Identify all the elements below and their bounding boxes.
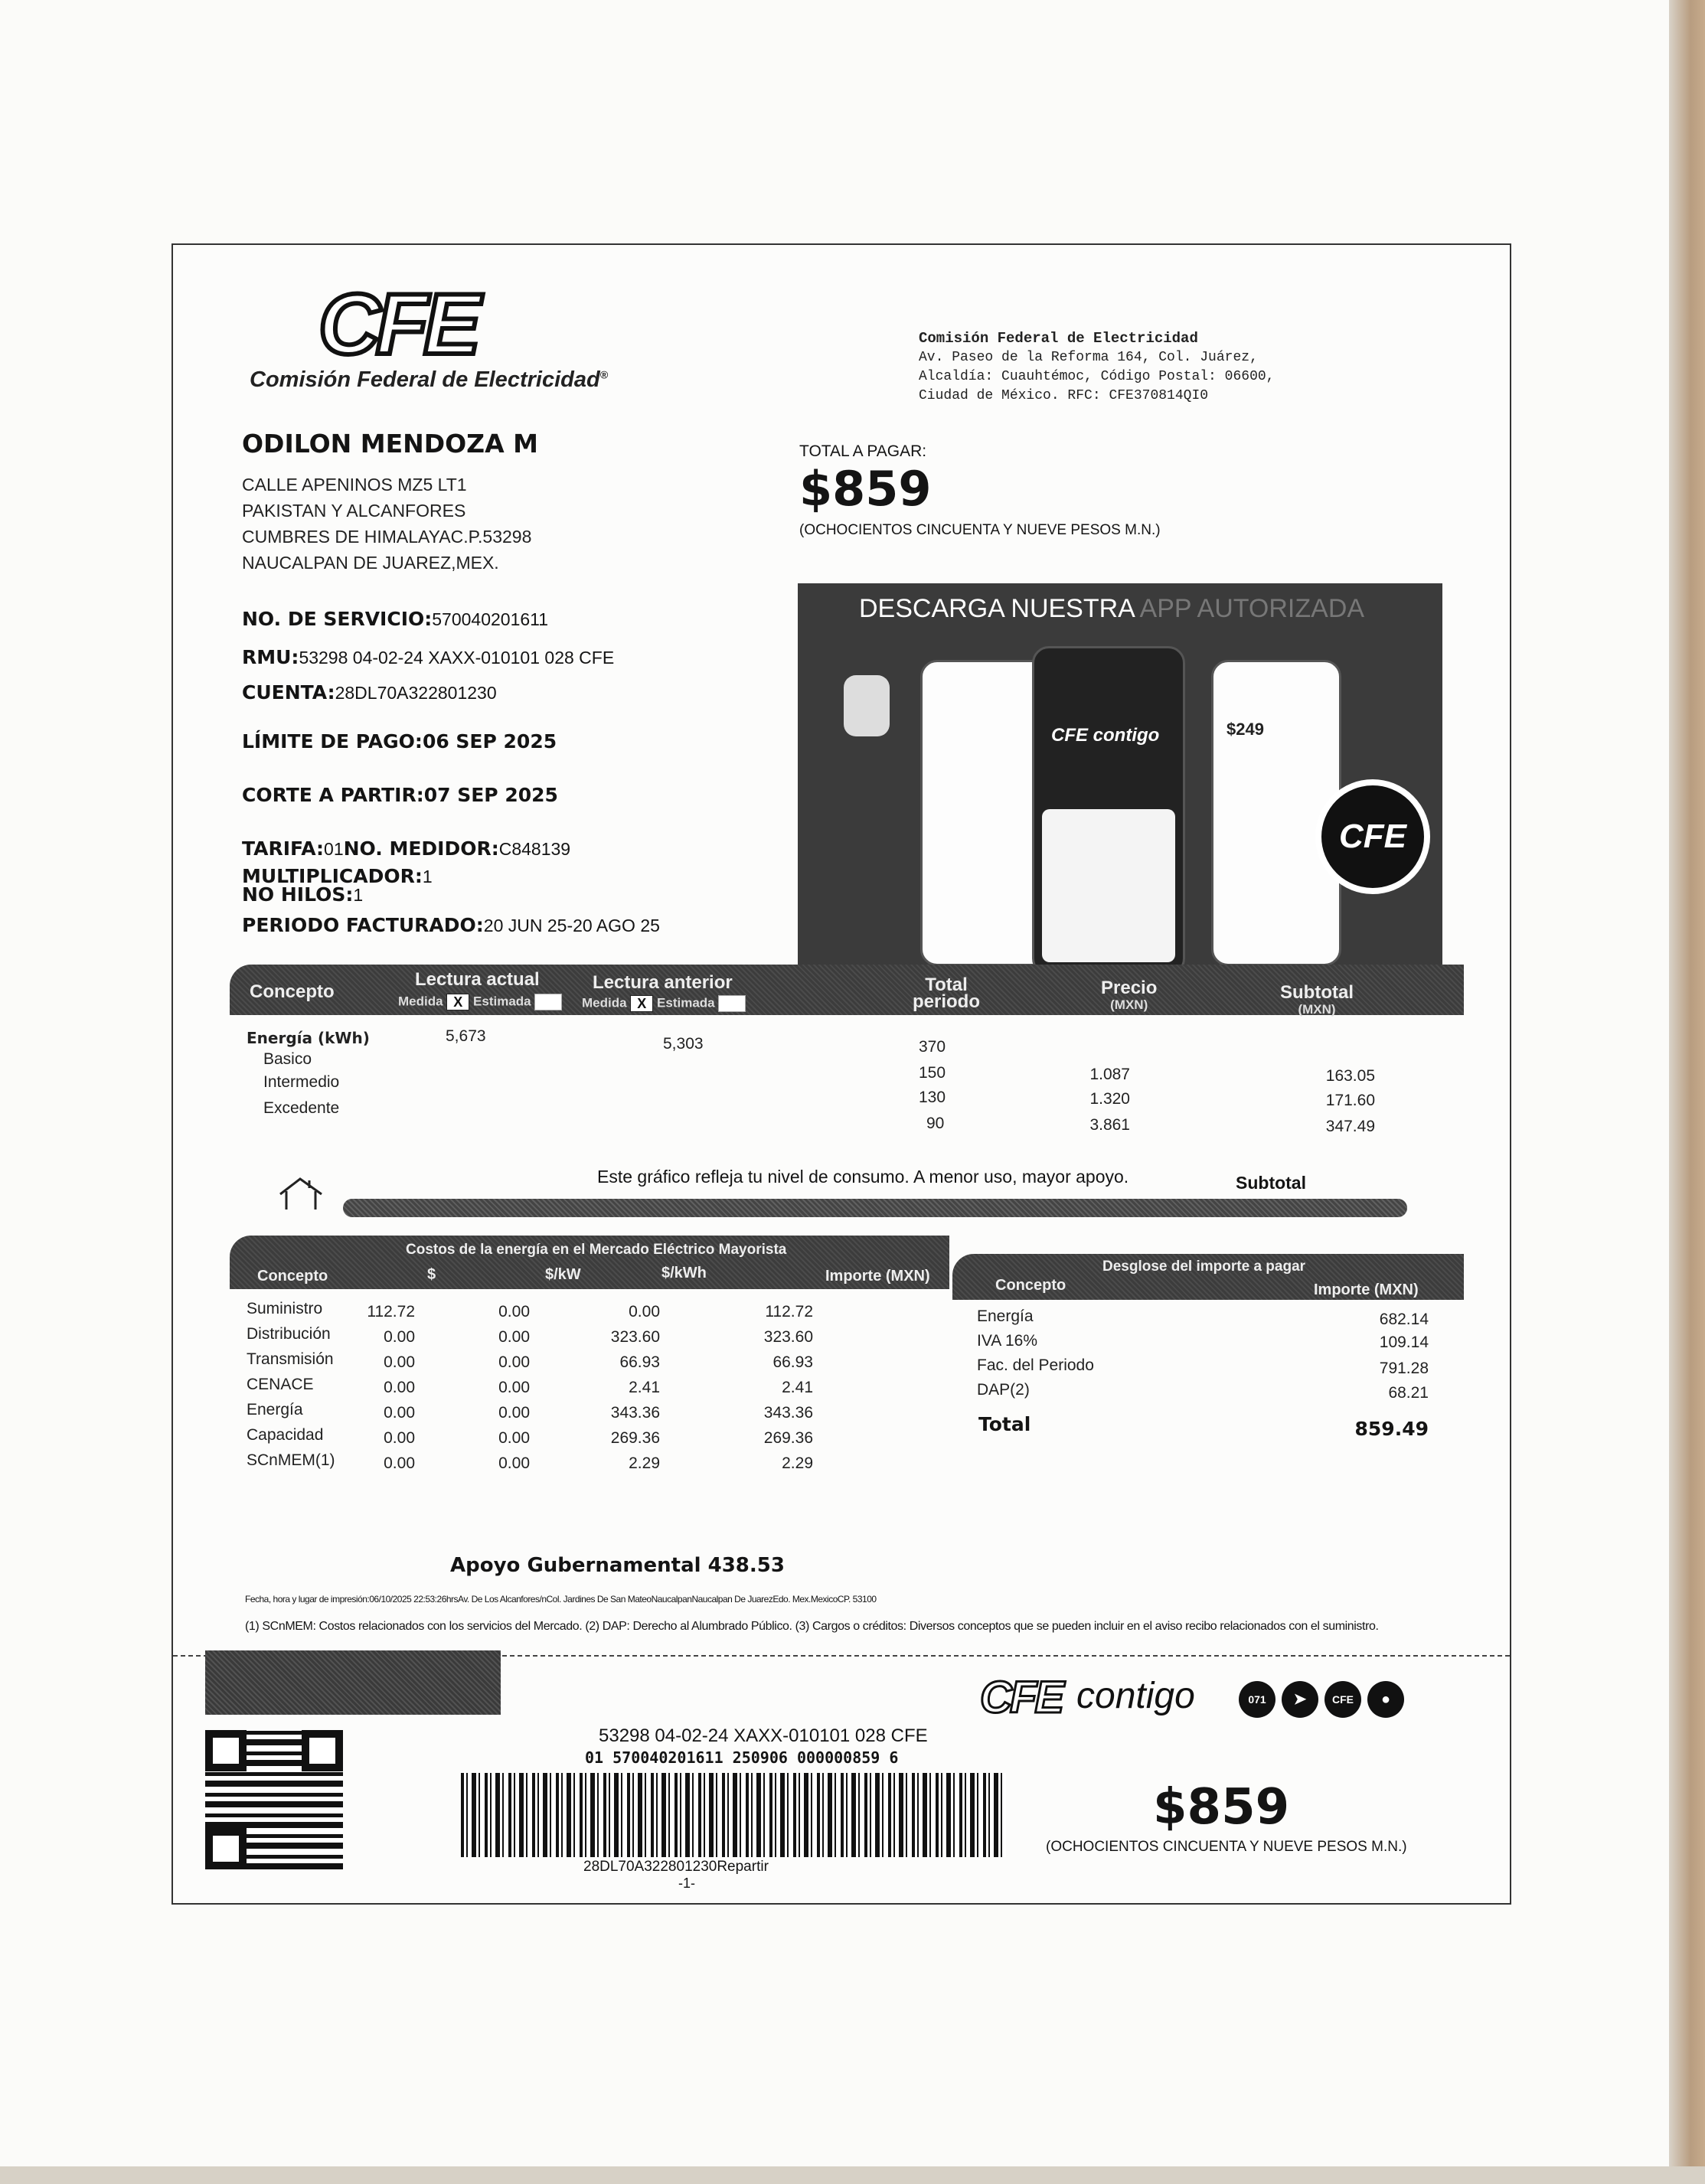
- desglose-importe: 109.14: [1379, 1334, 1429, 1351]
- costos-row-concepto: Capacidad: [247, 1426, 324, 1444]
- desglose-concepto: IVA 16%: [977, 1332, 1037, 1350]
- costos-row-value: 0.00: [498, 1328, 530, 1346]
- costos-row-value: 112.72: [367, 1303, 415, 1321]
- address-line: CUMBRES DE HIMALAYAC.P.53298: [242, 527, 532, 547]
- costos-col: $/kWh: [661, 1265, 707, 1281]
- phone-screen: [1042, 809, 1175, 962]
- row-subtotal: 163.05: [1325, 1067, 1375, 1085]
- address-line: PAKISTAN Y ALCANFORES: [242, 501, 466, 521]
- background-bottom: [0, 2166, 1705, 2184]
- costos-row-value: 2.29: [782, 1454, 813, 1472]
- costos-row-value: 0.00: [498, 1379, 530, 1396]
- costos-row-value: 0.00: [498, 1303, 530, 1321]
- row-concepto: Basico: [263, 1050, 312, 1068]
- social-icons: [1239, 1681, 1404, 1718]
- costos-title: Costos de la energía en el Mercado Eléctrico Mayorista: [406, 1242, 787, 1258]
- costos-row-value: 269.36: [763, 1429, 813, 1447]
- costos-row-value: 0.00: [384, 1353, 415, 1371]
- stub-brand-logo: CFE: [980, 1673, 1062, 1722]
- graph-subtotal-label: Subtotal: [1236, 1173, 1306, 1193]
- row-precio: 1.087: [1089, 1066, 1130, 1083]
- costos-row-concepto: Suministro: [247, 1300, 323, 1317]
- desglose-importe: 682.14: [1379, 1311, 1429, 1328]
- costos-row-value: 0.00: [498, 1353, 530, 1371]
- costos-col: $/kW: [545, 1266, 581, 1283]
- costos-row-value: 0.00: [498, 1429, 530, 1447]
- row-concepto: Intermedio: [263, 1073, 340, 1091]
- row-subtotal: 347.49: [1325, 1118, 1375, 1135]
- costos-row-value: 0.00: [384, 1379, 415, 1396]
- company-address-line: Av. Paseo de la Reforma 164, Col. Juárez,: [919, 350, 1258, 365]
- consumption-table-header: [230, 965, 1464, 1015]
- telegram-icon[interactable]: ➤: [1282, 1681, 1318, 1718]
- background-table-edge: [1669, 0, 1705, 2184]
- address-line: CALLE APENINOS MZ5 LT1: [242, 475, 467, 495]
- col-lectura-actual: Lectura actual: [415, 969, 540, 990]
- costos-row-value: 343.36: [763, 1404, 813, 1422]
- costos-row-value: 0.00: [384, 1328, 415, 1346]
- promo-title: DESCARGA NUESTRA APP AUTORIZADA: [859, 594, 1365, 623]
- phone-071-icon[interactable]: 071: [1239, 1681, 1275, 1718]
- row-total: 90: [926, 1115, 945, 1132]
- row-total: 130: [919, 1089, 946, 1106]
- consumption-gauge: [343, 1199, 1407, 1217]
- costos-row-concepto: SCnMEM(1): [247, 1451, 335, 1469]
- phone-mockup-center: [1032, 646, 1185, 975]
- col-lectura-anterior: Lectura anterior: [593, 972, 733, 993]
- graph-caption: Este gráfico refleja tu nivel de consumo. A menor uso, mayor apoyo.: [597, 1167, 1129, 1187]
- costos-row-value: 0.00: [498, 1404, 530, 1422]
- col-concepto: Concepto: [250, 981, 335, 1002]
- company-address-line: Alcaldía: Cuauhtémoc, Código Postal: 06600,: [919, 369, 1275, 384]
- cfe-badge-icon: CFE: [1315, 779, 1430, 894]
- total-periodo-value: 370: [919, 1038, 946, 1056]
- location-icon[interactable]: ●: [1367, 1681, 1404, 1718]
- desglose-concepto: Energía: [977, 1307, 1034, 1325]
- app-name: CFE contigo: [1051, 725, 1160, 746]
- costos-col: $: [427, 1266, 436, 1283]
- customer-name: ODILON MENDOZA M: [242, 429, 538, 459]
- address-line: NAUCALPAN DE JUAREZ,MEX.: [242, 553, 499, 573]
- barcode-digits: 01 570040201611 250906 000000859 6: [585, 1748, 899, 1767]
- company-address-line: Ciudad de México. RFC: CFE370814QI0: [919, 388, 1209, 403]
- tariff-meter: TARIFA:01NO. MEDIDOR:C848139: [242, 837, 571, 860]
- row-concepto: Excedente: [263, 1099, 340, 1117]
- payment-barcode: [461, 1773, 1006, 1857]
- stub-amount: $859: [1153, 1779, 1290, 1836]
- total-words: (OCHOCIENTOS CINCUENTA Y NUEVE PESOS M.N.): [799, 522, 1161, 538]
- desglose-col: Importe (MXN): [1314, 1281, 1419, 1298]
- energia-label: Energía (kWh): [247, 1029, 370, 1047]
- service-number: NO. DE SERVICIO:570040201611: [242, 608, 549, 630]
- lectura-anterior-value: 5,303: [663, 1035, 704, 1053]
- costos-row-concepto: CENACE: [247, 1376, 314, 1393]
- costos-row-value: 2.41: [629, 1379, 660, 1396]
- payment-limit: LÍMITE DE PAGO:06 SEP 2025: [242, 730, 557, 752]
- phone-mockup-left: [920, 660, 1050, 966]
- app-promo-banner: [798, 583, 1442, 977]
- company-name: Comisión Federal de Electricidad: [919, 330, 1198, 347]
- costos-row-value: 0.00: [384, 1429, 415, 1447]
- costos-row-value: 269.36: [610, 1429, 660, 1447]
- costos-row-value: 2.41: [782, 1379, 813, 1396]
- col-total-periodo: Total periodo: [913, 974, 980, 1012]
- costos-row-concepto: Distribución: [247, 1325, 331, 1343]
- costos-row-concepto: Energía: [247, 1401, 303, 1418]
- row-precio: 3.861: [1089, 1116, 1130, 1134]
- costos-row-value: 2.29: [629, 1454, 660, 1472]
- costos-col: Importe (MXN): [825, 1268, 930, 1285]
- company-address-block: [919, 329, 1347, 406]
- costos-col: Concepto: [257, 1268, 328, 1285]
- desglose-table-header: [952, 1254, 1464, 1300]
- desglose-total-label: Total: [978, 1413, 1031, 1435]
- qr-code: [205, 1730, 343, 1869]
- lectura-anterior-flags: Medida X Estimada: [582, 995, 746, 1012]
- costos-row-value: 66.93: [772, 1353, 813, 1371]
- print-info: Fecha, hora y lugar de impresión:06/10/2025 22:53:26hrsAv. De Los Alcanfores/nCol. Jardines De San MateoNaucalpanNaucalpan De JuarezEdo. Mex.MexicoCP. 53100: [245, 1594, 877, 1605]
- costos-row-value: 0.00: [629, 1303, 660, 1321]
- costos-row-value: 0.00: [498, 1454, 530, 1472]
- costos-row-concepto: Transmisión: [247, 1350, 334, 1368]
- house-icon: [277, 1174, 326, 1213]
- total-label: TOTAL A PAGAR:: [799, 442, 927, 460]
- costos-table-header: [230, 1236, 949, 1289]
- row-total: 150: [919, 1064, 946, 1082]
- costos-row-value: 343.36: [610, 1404, 660, 1422]
- desglose-col: Concepto: [995, 1277, 1066, 1294]
- thumbs-up-icon: [844, 675, 890, 736]
- stub-amount-words: (OCHOCIENTOS CINCUENTA Y NUEVE PESOS M.N.): [1046, 1839, 1407, 1855]
- stub-account: 28DL70A322801230Repartir: [583, 1859, 769, 1875]
- costos-row-value: 112.72: [765, 1303, 813, 1321]
- cfe-app-icon[interactable]: CFE: [1324, 1681, 1361, 1718]
- cutoff-date: CORTE A PARTIR:07 SEP 2025: [242, 784, 558, 806]
- customer-address: [242, 472, 531, 576]
- desglose-total-value: 859.49: [1354, 1418, 1429, 1440]
- costos-row-value: 323.60: [763, 1328, 813, 1346]
- desglose-title: Desglose del importe a pagar: [1102, 1258, 1306, 1275]
- total-amount: $859: [799, 461, 932, 517]
- col-subtotal: Subtotal (MXN): [1280, 982, 1354, 1017]
- barcode-block: [205, 1650, 501, 1715]
- costos-row-value: 323.60: [610, 1328, 660, 1346]
- col-precio: Precio (MXN): [1101, 978, 1158, 1012]
- desglose-importe: 791.28: [1379, 1360, 1429, 1377]
- billing-period: PERIODO FACTURADO:20 JUN 25-20 AGO 25: [242, 914, 660, 936]
- costos-row-value: 0.00: [384, 1454, 415, 1472]
- page-number: -1-: [678, 1875, 695, 1891]
- invoice-frame: [171, 243, 1511, 1905]
- cfe-logo: CFE: [318, 276, 476, 372]
- promo-price: $249: [1226, 720, 1264, 739]
- row-subtotal: 171.60: [1325, 1092, 1375, 1109]
- lectura-actual-value: 5,673: [446, 1027, 486, 1045]
- lectura-actual-flags: Medida X Estimada: [398, 994, 562, 1010]
- stub-brand-suffix: contigo: [1076, 1676, 1195, 1716]
- company-tagline: Comisión Federal de Electricidad®: [250, 367, 609, 392]
- footnotes: (1) SCnMEM: Costos relacionados con los servicios del Mercado. (2) DAP: Derecho al Alumbrado Público. (3) Cargos o créditos: Diversos conceptos que se pueden incluir en el aviso recibo relacionados con el suministro.: [245, 1620, 1379, 1633]
- wires: NO HILOS:1: [242, 883, 364, 906]
- rmu: RMU:53298 04-02-24 XAXX-010101 028 CFE: [242, 646, 615, 668]
- desglose-concepto: DAP(2): [977, 1381, 1030, 1399]
- desglose-concepto: Fac. del Periodo: [977, 1356, 1094, 1374]
- desglose-importe: 68.21: [1388, 1384, 1429, 1402]
- stub-rmu: 53298 04-02-24 XAXX-010101 028 CFE: [599, 1725, 928, 1746]
- costos-row-value: 0.00: [384, 1404, 415, 1422]
- costos-row-value: 66.93: [619, 1353, 660, 1371]
- multiplier: MULTIPLICADOR:1: [242, 865, 433, 887]
- row-precio: 1.320: [1089, 1090, 1130, 1108]
- account: CUENTA:28DL70A322801230: [242, 681, 497, 704]
- apoyo-gubernamental: Apoyo Gubernamental 438.53: [450, 1554, 785, 1577]
